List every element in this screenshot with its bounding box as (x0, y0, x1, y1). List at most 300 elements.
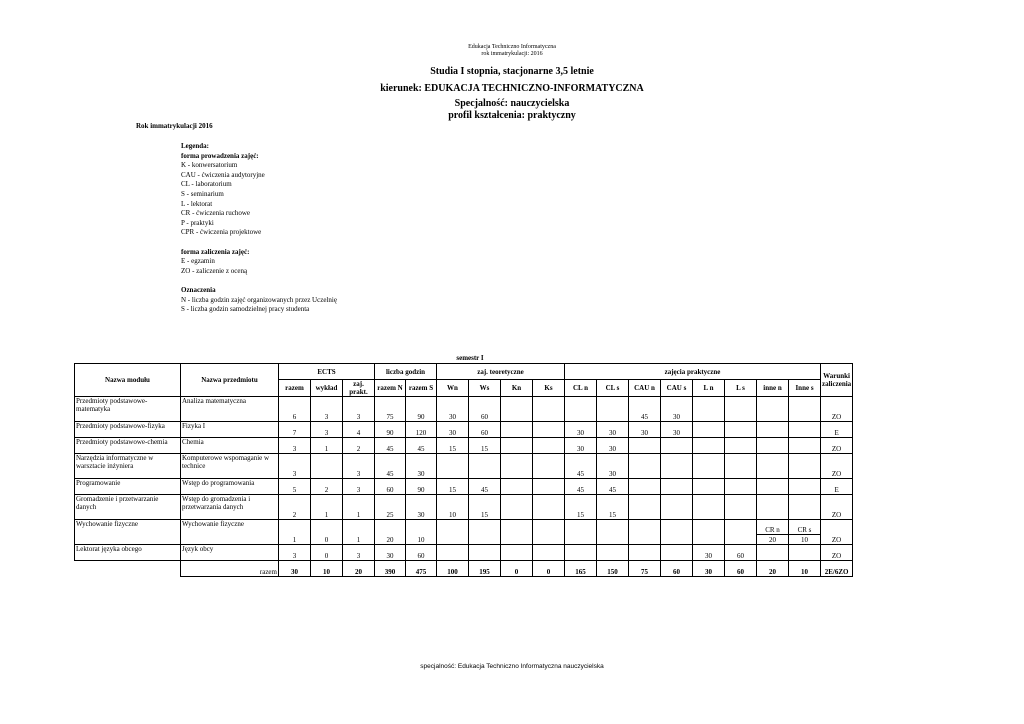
cell-value (725, 438, 757, 454)
legend-forma-prowadzenia: forma prowadzenia zajęć: (181, 151, 259, 160)
cell-number: 30 (705, 552, 712, 560)
cell-warunki: ZO (821, 495, 853, 520)
cell-value (725, 520, 757, 545)
cell-value (437, 422, 469, 438)
cell-value (469, 397, 501, 422)
sum-spacer (75, 561, 181, 577)
cell-value (789, 397, 821, 422)
cell-modul: Przedmioty podstawowe-chemia (75, 438, 181, 454)
cell-przedmiot: Wychowanie fizyczne (181, 520, 279, 545)
sum-cell: 30 (279, 561, 311, 577)
cell-number: 20 (769, 536, 776, 544)
cell-value (693, 495, 725, 520)
cell-value (533, 422, 565, 438)
cell-value (565, 422, 597, 438)
cell-value (789, 454, 821, 479)
subheader-cell: CAU n (629, 380, 661, 397)
cell-number: 7 (292, 429, 297, 437)
cell-value (279, 397, 311, 422)
cell-modul: Przedmioty podstawowe-fizyka (75, 422, 181, 438)
cell-number: 15 (481, 445, 488, 453)
cell-value (437, 520, 469, 545)
title-specjalnosc: Specjalność: nauczycielska (454, 98, 570, 109)
cell-number: 1 (356, 511, 361, 519)
legend-item: CR - ćwiczenia ruchowe (181, 209, 250, 218)
page-footer: specjalność: Edukacja Techniczno Informatyczna nauczycielska (420, 663, 604, 670)
cell-value (279, 545, 311, 561)
cell-value (661, 479, 693, 495)
sum-cell: 60 (661, 561, 693, 577)
cell-number: 30 (577, 429, 584, 437)
cell-value (279, 495, 311, 520)
cell-value (789, 520, 821, 545)
cell-number: 30 (417, 511, 425, 519)
cell-number: 75 (386, 413, 394, 421)
cell-value (757, 454, 789, 479)
header-ects: ECTS (279, 364, 375, 380)
cell-number: 1 (292, 536, 297, 544)
table-row (75, 397, 853, 422)
sum-cell: 10 (311, 561, 343, 577)
cell-value (279, 454, 311, 479)
cell-warunki: ZO (821, 545, 853, 561)
cell-value (565, 479, 597, 495)
cell-number: 3 (356, 470, 361, 478)
cell-value (343, 438, 375, 454)
cell-value (311, 422, 343, 438)
cell-value (343, 454, 375, 479)
cell-number: 0 (324, 536, 329, 544)
subheader-cell: razem (279, 380, 311, 397)
header-liczba-godzin: liczba godzin (375, 364, 437, 380)
cell-number: 45 (386, 470, 394, 478)
cell-number: 5 (292, 486, 297, 494)
cell-number: 90 (417, 486, 425, 494)
cell-value (629, 438, 661, 454)
subheader-cell: CL s (597, 380, 629, 397)
header-warunki-1: Warunki (823, 372, 850, 380)
cell-value (757, 422, 789, 438)
cell-value (661, 520, 693, 545)
cell-value (693, 454, 725, 479)
subheader-cell: CL n (565, 380, 597, 397)
subheader-cell: L n (693, 380, 725, 397)
cell-value (469, 454, 501, 479)
cell-value (565, 397, 597, 422)
cell-number: 15 (481, 511, 488, 519)
sum-cell: 75 (629, 561, 661, 577)
cell-value (406, 495, 437, 520)
rok-immatrykulacji: Rok immatrykulacji 2016 (136, 122, 213, 130)
semester-label: semestr I (456, 354, 484, 362)
cell-value (501, 454, 533, 479)
sum-warunki: 2E/6ZO (821, 561, 853, 577)
cell-modul: Wychowanie fizyczne (75, 520, 181, 545)
cell-value (437, 397, 469, 422)
program-table (74, 363, 853, 577)
sum-cell: 390 (375, 561, 406, 577)
cell-value (693, 397, 725, 422)
cell-przedmiot: Język obcy (181, 545, 279, 561)
cell-value (311, 479, 343, 495)
cell-przedmiot: Fizyka I (181, 422, 279, 438)
cell-value (725, 495, 757, 520)
cell-number: 3 (356, 552, 361, 560)
cell-number: 2 (324, 486, 329, 494)
cell-value (757, 495, 789, 520)
sum-cell: 165 (565, 561, 597, 577)
subheader-cell: CAU s (661, 380, 693, 397)
cell-value (757, 479, 789, 495)
cell-value (375, 479, 406, 495)
cell-number: 10 (449, 511, 456, 519)
cell-value (375, 545, 406, 561)
cell-number: 15 (577, 511, 584, 519)
cell-value (375, 397, 406, 422)
cell-value (725, 397, 757, 422)
cell-value (279, 438, 311, 454)
title-profil: profil kształcenia: praktyczny (448, 110, 576, 121)
cell-value (533, 454, 565, 479)
subheader-cell: Ws (469, 380, 501, 397)
cell-value (565, 545, 597, 561)
cell-number: 45 (577, 470, 584, 478)
cell-number: 60 (737, 552, 744, 560)
cell-value (343, 520, 375, 545)
cell-value (311, 520, 343, 545)
sum-row (75, 561, 853, 577)
cell-number: 60 (481, 413, 488, 421)
cell-value (725, 454, 757, 479)
cell-modul: Narzędzia informatyczne w warsztacie inżyniera (75, 454, 181, 479)
cell-value (311, 397, 343, 422)
cell-warunki: E (821, 479, 853, 495)
table-row (75, 438, 853, 454)
legend-item: CPR - ćwiczenia projektowe (181, 228, 262, 237)
cell-value (406, 397, 437, 422)
cell-value (725, 545, 757, 561)
cell-value (311, 438, 343, 454)
cell-number: 30 (673, 413, 680, 421)
cell-value (437, 479, 469, 495)
cell-value (469, 438, 501, 454)
cell-number: 2 (356, 445, 361, 453)
subheader-cell: Ks (533, 380, 565, 397)
sum-cell: 195 (469, 561, 501, 577)
cell-value (501, 438, 533, 454)
cell-value (469, 422, 501, 438)
cell-warunki: ZO (821, 520, 853, 545)
cell-value (311, 495, 343, 520)
cell-number: 120 (415, 429, 427, 437)
cell-number: 45 (609, 486, 616, 494)
legend-item: S - seminarium (181, 189, 224, 198)
cell-value (661, 422, 693, 438)
cell-number: 1 (324, 511, 329, 519)
cell-number: 60 (417, 552, 425, 560)
cell-number: 30 (673, 429, 680, 437)
table-row (75, 422, 853, 438)
table-row (75, 454, 853, 479)
cell-value (406, 454, 437, 479)
subheader-cell: razem N (375, 380, 406, 397)
cell-value (533, 520, 565, 545)
legend-item: N - liczba godzin zajęć organizowanych przez Uczelnię (181, 295, 337, 304)
header-przedmiot: Nazwa przedmiotu (181, 364, 279, 397)
cell-number: 45 (481, 486, 488, 494)
cell-value (469, 545, 501, 561)
cell-value (533, 495, 565, 520)
cell-value (279, 520, 311, 545)
cell-value (533, 479, 565, 495)
cell-value (343, 545, 375, 561)
cell-cr-label: CR n (757, 526, 788, 535)
cell-value (789, 479, 821, 495)
cell-value (661, 454, 693, 479)
cell-number: 3 (292, 552, 297, 560)
legend-item: CL - laboratorium (181, 180, 232, 189)
cell-value (629, 422, 661, 438)
cell-number: 3 (356, 413, 361, 421)
header-line-1: Edukacja Techniczno Informatyczna (468, 44, 556, 50)
cell-number: 30 (449, 413, 456, 421)
cell-value (757, 520, 789, 545)
cell-number: 25 (386, 511, 394, 519)
cell-value (693, 520, 725, 545)
header-line-2: rok immatrykulacji: 2016 (481, 51, 543, 57)
cell-number: 3 (356, 486, 361, 494)
legend-item: L - lektorat (181, 199, 213, 208)
subheader-cell: Kn (501, 380, 533, 397)
header-zaj-teoretyczne: zaj. teoretyczne (437, 364, 565, 380)
cell-number: 3 (324, 413, 329, 421)
subheader-cell: wykład (311, 380, 343, 397)
sum-cell: 20 (757, 561, 789, 577)
cell-number: 30 (417, 470, 425, 478)
cell-modul: Gromadzenie i przetwarzanie danych (75, 495, 181, 520)
subheader-cell: inne n (757, 380, 789, 397)
cell-number: 3 (324, 429, 329, 437)
cell-warunki: ZO (821, 397, 853, 422)
subheader-cell: razem S (406, 380, 437, 397)
cell-number: 90 (386, 429, 394, 437)
subheader-cell: L s (725, 380, 757, 397)
cell-value (597, 397, 629, 422)
table-row (75, 479, 853, 495)
cell-przedmiot: Wstęp do programowania (181, 479, 279, 495)
cell-modul: Przedmioty podstawowe-matematyka (75, 397, 181, 422)
cell-value (725, 479, 757, 495)
cell-przedmiot: Chemia (181, 438, 279, 454)
legend-item: CAU - ćwiczenia audytoryjne (181, 170, 265, 179)
cell-value (565, 495, 597, 520)
cell-value (343, 495, 375, 520)
cell-value (629, 520, 661, 545)
cell-value (501, 397, 533, 422)
cell-value (565, 520, 597, 545)
cell-value (725, 422, 757, 438)
cell-number: 15 (449, 445, 456, 453)
cell-number: 6 (292, 413, 297, 421)
cell-value (501, 520, 533, 545)
cell-number: 30 (577, 445, 584, 453)
cell-value (437, 495, 469, 520)
cell-value (629, 397, 661, 422)
cell-value (629, 495, 661, 520)
title-kierunek: kierunek: EDUKACJA TECHNICZNO-INFORMATYCZNA (380, 83, 644, 94)
cell-number: 60 (386, 486, 394, 494)
cell-number: 45 (417, 445, 425, 453)
cell-number: 30 (609, 429, 616, 437)
cell-value (693, 422, 725, 438)
cell-number: 45 (386, 445, 394, 453)
cell-value (661, 397, 693, 422)
legend-item: K - konwersatorium (181, 161, 238, 170)
cell-value (375, 422, 406, 438)
cell-number: 15 (609, 511, 616, 519)
cell-value (406, 520, 437, 545)
title-studia: Studia I stopnia, stacjonarne 3,5 letnie (430, 66, 594, 77)
cell-number: 2 (292, 511, 297, 519)
cell-value (597, 438, 629, 454)
cell-value (406, 438, 437, 454)
cell-value (343, 422, 375, 438)
sum-cell: 10 (789, 561, 821, 577)
subheader-cell: zaj. prakt. (343, 380, 375, 397)
sum-label: razem (181, 561, 279, 577)
cell-number: 45 (577, 486, 584, 494)
sum-cell: 20 (343, 561, 375, 577)
cell-value (629, 479, 661, 495)
cell-warunki: ZO (821, 438, 853, 454)
cell-value (629, 454, 661, 479)
cell-value (597, 479, 629, 495)
sum-cell: 475 (406, 561, 437, 577)
cell-number: 45 (641, 413, 648, 421)
cell-number: 1 (324, 445, 329, 453)
cell-warunki: E (821, 422, 853, 438)
header-warunki-2: zaliczenia (822, 380, 852, 388)
legend-heading: Legenda: (181, 142, 209, 150)
cell-value (661, 495, 693, 520)
cell-value (661, 438, 693, 454)
header-modul: Nazwa modułu (75, 364, 181, 397)
legend-forma-zaliczenia: forma zaliczenia zajęć: (181, 247, 250, 256)
cell-value (533, 397, 565, 422)
cell-number: 60 (481, 429, 488, 437)
cell-value (629, 545, 661, 561)
cell-modul: Lektorat języka obcego (75, 545, 181, 561)
cell-number: 4 (356, 429, 361, 437)
cell-value (469, 495, 501, 520)
sum-cell: 100 (437, 561, 469, 577)
cell-value (375, 454, 406, 479)
cell-value (789, 422, 821, 438)
cell-value (437, 545, 469, 561)
cell-value (565, 438, 597, 454)
cell-value (693, 479, 725, 495)
cell-value (757, 397, 789, 422)
cell-value (437, 454, 469, 479)
cell-number: 30 (449, 429, 456, 437)
cell-value (406, 422, 437, 438)
cell-value (789, 495, 821, 520)
cell-number: 30 (641, 429, 648, 437)
cell-przedmiot: Wstęp do gromadzenia i przetwarzania danych (181, 495, 279, 520)
cell-modul: Programowanie (75, 479, 181, 495)
cell-number: 30 (609, 470, 616, 478)
header-zajecia-praktyczne: zajęcia praktyczne (565, 364, 821, 380)
cell-value (661, 545, 693, 561)
cell-value (533, 545, 565, 561)
cell-value (406, 479, 437, 495)
cell-value (469, 520, 501, 545)
cell-number: 10 (801, 536, 808, 544)
cell-value (565, 454, 597, 479)
legend-item: E - egzamin (181, 257, 215, 266)
cell-value (501, 545, 533, 561)
cell-value (597, 495, 629, 520)
cell-number: 30 (386, 552, 394, 560)
subheader-cell: Inne s (789, 380, 821, 397)
cell-number: 20 (386, 536, 394, 544)
cell-value (693, 545, 725, 561)
legend-item: S - liczba godzin samodzielnej pracy studenta (181, 305, 310, 314)
cell-value (279, 422, 311, 438)
cell-cr-label: CR s (789, 526, 820, 535)
cell-przedmiot: Komputerowe wspomaganie w technice (181, 454, 279, 479)
cell-number: 3 (292, 470, 297, 478)
table-row (75, 545, 853, 561)
cell-number: 10 (417, 536, 425, 544)
sum-cell: 0 (501, 561, 533, 577)
cell-number: 90 (417, 413, 425, 421)
cell-value (437, 438, 469, 454)
cell-value (533, 438, 565, 454)
cell-przedmiot: Analiza matematyczna (181, 397, 279, 422)
cell-value (311, 545, 343, 561)
legend-oznaczenia: Oznaczenia (181, 285, 216, 294)
cell-value (375, 520, 406, 545)
cell-value (343, 479, 375, 495)
cell-number: 1 (356, 536, 361, 544)
cell-value (693, 438, 725, 454)
sum-cell: 60 (725, 561, 757, 577)
cell-number: 3 (292, 445, 297, 453)
sum-cell: 150 (597, 561, 629, 577)
cell-value (597, 454, 629, 479)
sum-cell: 0 (533, 561, 565, 577)
sum-cell: 30 (693, 561, 725, 577)
cell-value (597, 422, 629, 438)
cell-value (789, 438, 821, 454)
cell-value (501, 495, 533, 520)
legend-item: ZO - zaliczenie z oceną (181, 266, 248, 275)
cell-value (501, 479, 533, 495)
cell-value (757, 545, 789, 561)
cell-value (501, 422, 533, 438)
header-warunki (821, 364, 853, 397)
cell-value (279, 479, 311, 495)
cell-number: 30 (609, 445, 616, 453)
cell-value (311, 454, 343, 479)
cell-value (469, 479, 501, 495)
cell-value (597, 545, 629, 561)
cell-value (757, 438, 789, 454)
cell-number: 15 (449, 486, 456, 494)
table-row (75, 520, 853, 545)
legend (181, 142, 337, 315)
